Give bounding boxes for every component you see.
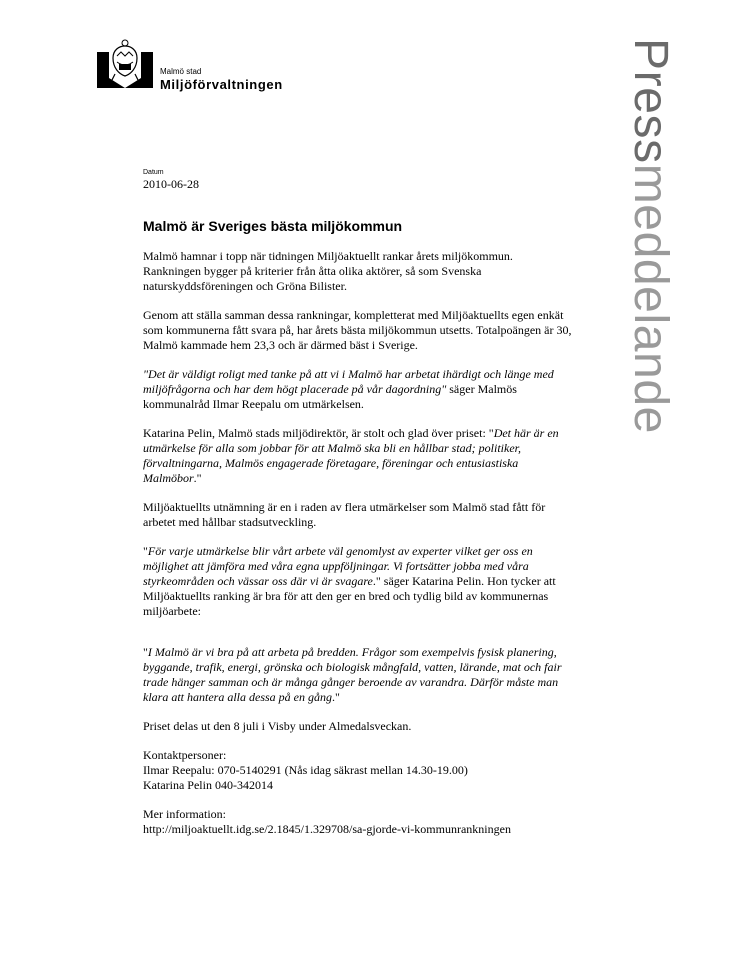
paragraph-3 <box>143 367 573 412</box>
quote-pelin-3: I Malmö är vi bra på att arbeta på bredden. Frågor som exempelvis fysisk planering, byggande, trafik, energi, grönska och biologisk mångfald, vatten, lärande, mat och fair trade hänger samman och är många gånger beroende av varandra. Därför måste man klara att hantera alla dessa på en gång <box>143 645 562 704</box>
paragraph-7-end: ." <box>332 690 340 704</box>
quote-pelin-2: För varje utmärkelse blir vårt arbete väl genomlyst av experter vilket ger oss en möjlighet att jämföra med våra egna uppföljningar. Vi fortsätter jobba med våra styrkeområden och vässar oss där vi är svagare <box>143 544 533 588</box>
more-info-section <box>143 807 573 837</box>
department-name: Miljöförvaltningen <box>160 77 283 92</box>
paragraph-1: Malmö hamnar i topp när tidningen Miljöaktuellt rankar årets miljökommun. Rankningen bygger på kriterier från åtta olika aktörer, så som Svenska naturskyddsföreningen och Gröna Bilister. <box>143 249 513 293</box>
date-label: Datum <box>143 169 164 176</box>
paragraph-6-open: " <box>143 544 148 558</box>
title-part-press: Press <box>624 38 677 164</box>
paragraph-3-rest: säger Malmös kommunalråd Ilmar Reepalu om utmärkelsen. <box>143 382 517 411</box>
more-info-heading: Mer information: <box>143 807 226 821</box>
pressmeddelande-vertical-title <box>619 38 679 478</box>
quote-pelin-1: Det här är en utmärkelse för alla som jobbar för att Malmö ska bli en hållbar stad; politiker, förvaltningarna, Malmös engagerade företagare, föreningar och entusiastiska Malmöbor <box>143 426 559 485</box>
contact-pelin: Katarina Pelin 040-342014 <box>143 778 273 792</box>
contact-section <box>143 748 573 793</box>
paragraph-4 <box>143 426 573 486</box>
organization-name <box>160 67 283 93</box>
quote-reepalu: "Det är väldigt roligt med tanke på att vi i Malmö har arbetat ihärdigt och länge med miljöfrågorna och har dem högt placerade på vår dagordning" <box>143 367 554 396</box>
more-info-link[interactable]: http://miljoaktuellt.idg.se/2.1845/1.329708/sa-gjorde-vi-kommunrankningen <box>143 822 511 836</box>
paragraph-6-rest: ." säger Katarina Pelin. Hon tycker att Miljöaktuellts ranking är bra för att den ger en bred och tydlig bild av kommunernas miljöarbete: <box>143 574 556 618</box>
paragraph-4-end: ." <box>193 471 202 485</box>
city-name: Malmö stad <box>160 67 202 76</box>
contact-reepalu: Ilmar Reepalu: 070-5140291 (Nås idag säkrast mellan 14.30-19.00) <box>143 763 468 777</box>
press-release-title: Malmö är Sveriges bästa miljökommun <box>143 218 403 234</box>
malmo-stad-logo <box>97 38 153 94</box>
press-release-body <box>143 168 573 851</box>
contacts-heading: Kontaktpersoner: <box>143 748 227 762</box>
paragraph-6 <box>143 544 573 619</box>
spacer <box>143 633 573 645</box>
paragraph-4-intro: Katarina Pelin, Malmö stads miljödirektör, är stolt och glad över priset: " <box>143 426 494 440</box>
date-value: 2010-06-28 <box>143 177 199 191</box>
title-part-meddelande: meddelande <box>624 163 677 434</box>
paragraph-7-open: " <box>143 645 148 659</box>
paragraph-8: Priset delas ut den 8 juli i Visby under Almedalsveckan. <box>143 719 412 733</box>
paragraph-5: Miljöaktuellts utnämning är en i raden av flera utmärkelser som Malmö stad fått för arbetet med hållbar stadsutveckling. <box>143 500 546 529</box>
paragraph-2: Genom att ställa samman dessa rankningar, kompletterat med Miljöaktuellts egen enkät som kommunerna fått svara på, har årets bästa miljökommun utsetts. Totalpoängen är 30, Malmö kammade hem 23,3 och är därmed bäst i Sverige. <box>143 308 572 352</box>
paragraph-7 <box>143 645 573 705</box>
